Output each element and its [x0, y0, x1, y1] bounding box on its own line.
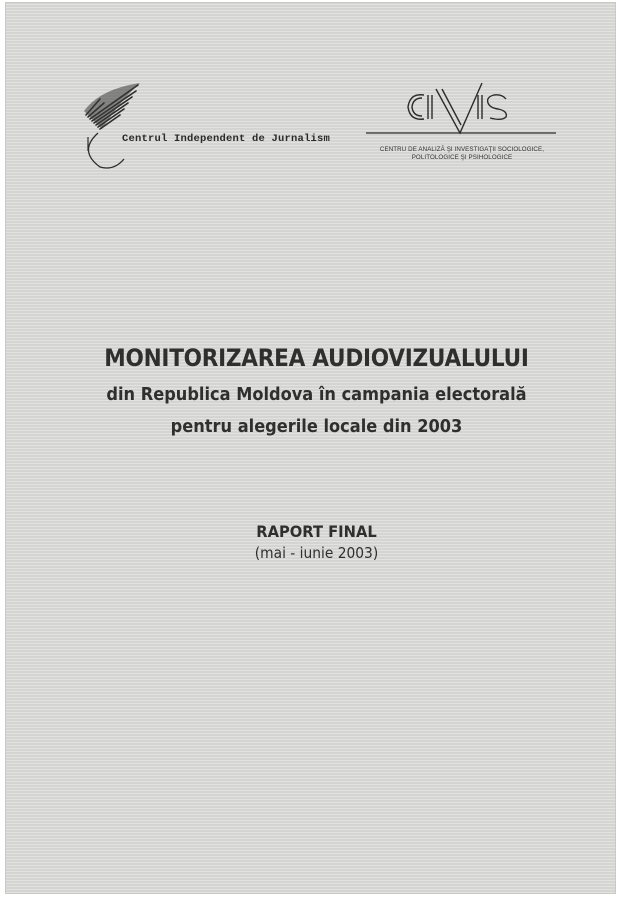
civis-subtitle-line1: CENTRU DE ANALIZĂ ŞI INVESTIGAŢII SOCIOLOGICE, [379, 146, 545, 153]
cij-name: Centrul Independent de Jurnalism [122, 133, 331, 145]
report-label: RAPORT FINAL [256, 522, 377, 541]
civis-subtitle [362, 146, 562, 162]
document-subtitle-line1: din Republica Moldova în campania electorală [106, 384, 527, 405]
cij-logo-icon [80, 81, 150, 173]
report-period: (mai - iunie 2003) [254, 544, 379, 562]
book-cover [6, 3, 615, 893]
civis-logo-icon [366, 81, 556, 143]
document-subtitle-line2: pentru alegerile locale din 2003 [170, 416, 463, 437]
document-title: MONITORIZAREA AUDIOVIZUALULUI [104, 344, 529, 372]
civis-subtitle-line2: POLITOLOGICE ŞI PSIHOLOGICE [411, 154, 513, 161]
